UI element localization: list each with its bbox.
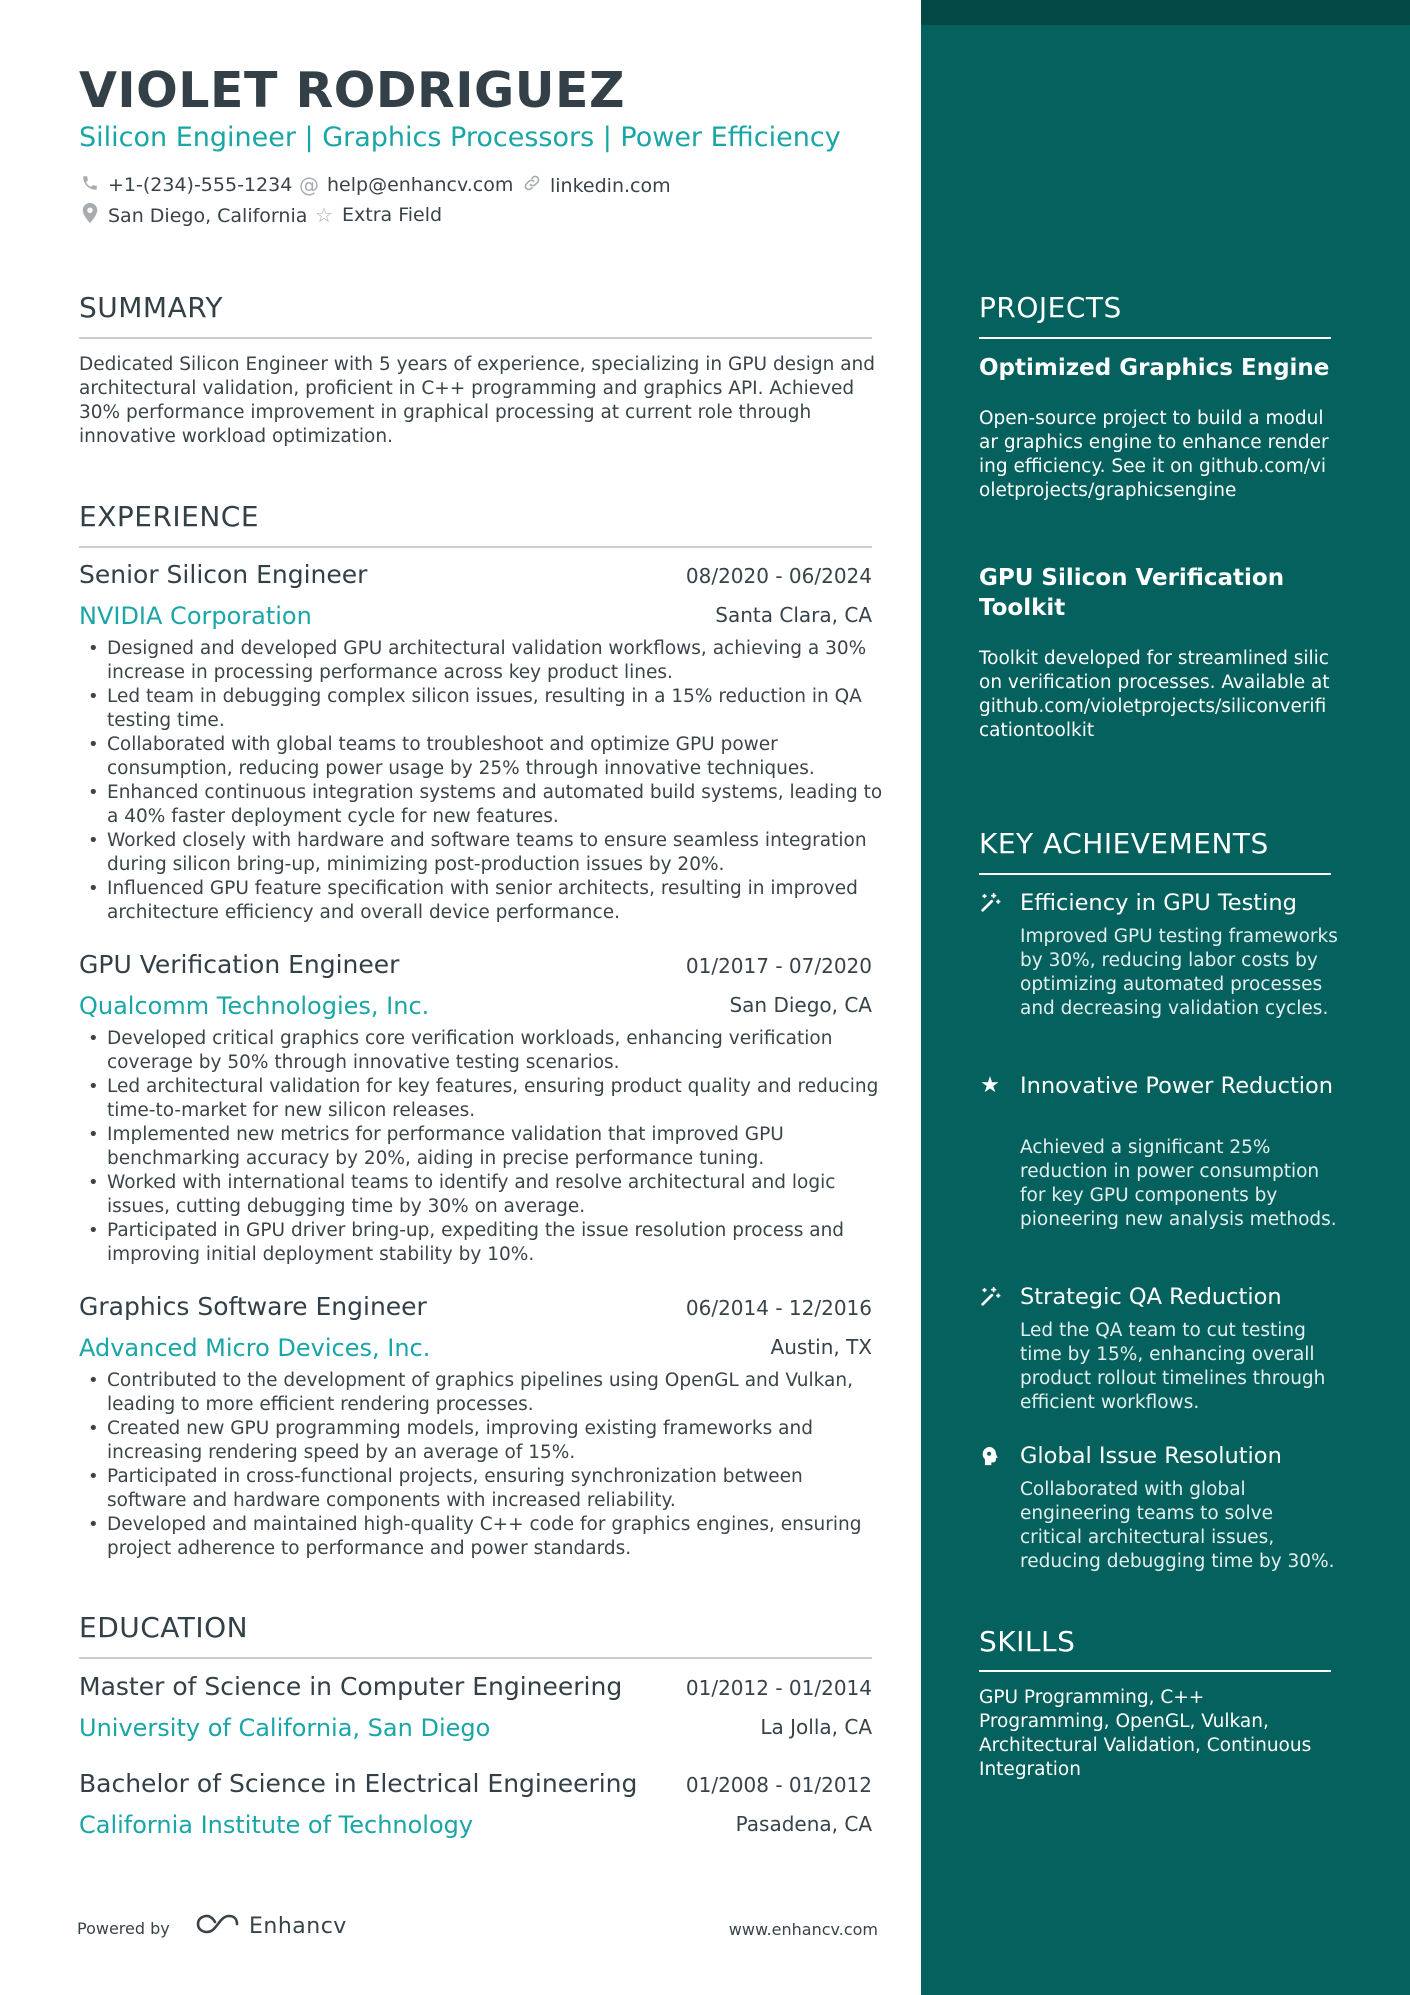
job-location: Austin, TX <box>770 1335 872 1359</box>
education-heading: EDUCATION <box>79 1611 249 1644</box>
achievement-description: Collaborated with global engineering teams to solve critical architectural issues, reducing debugging time by 30%. <box>1020 1479 1335 1572</box>
location-text: San Diego, California <box>108 204 308 227</box>
star-icon: ★ <box>980 1073 1000 1098</box>
job-bullet: • Led architectural validation for key features, ensuring product quality and reducing time-to-market for new silicon releases. <box>79 1075 884 1123</box>
skills-divider <box>979 1670 1331 1672</box>
job-company[interactable]: Qualcomm Technologies, Inc. <box>79 992 430 1020</box>
job-dates: 01/2017 - 07/2020 <box>685 954 872 978</box>
job-bullet: • Developed critical graphics core verification workloads, enhancing verification coverage by 50% through innovative testing scenarios. <box>79 1027 884 1075</box>
job-bullet: • Implemented new metrics for performance validation that improved GPU benchmarking accuracy by 20%, aiding in precise performance tuning. <box>79 1123 884 1171</box>
contact-email[interactable] <box>298 173 513 197</box>
job-company[interactable]: Advanced Micro Devices, Inc. <box>79 1334 431 1362</box>
achievement-description: Improved GPU testing frameworks by 30%, reducing labor costs by optimizing automated processes and decreasing validation cycles. <box>1020 926 1338 1019</box>
achievement-title: Strategic QA Reduction <box>1020 1284 1282 1310</box>
wand-icon <box>979 1286 1001 1308</box>
education-dates: 01/2008 - 01/2012 <box>685 1773 872 1797</box>
link-icon <box>521 173 543 198</box>
phone-icon <box>79 173 101 197</box>
summary-divider <box>79 337 872 339</box>
education-divider <box>79 1657 872 1659</box>
project-description: Toolkit developed for streamlined silicon verification processes. Available at github.com/violetprojects/siliconverificationtoolkit <box>979 648 1330 741</box>
degree-title: Bachelor of Science in Electrical Engineering <box>79 1769 638 1798</box>
job-title: GPU Verification Engineer <box>79 950 400 979</box>
job-bullets <box>79 637 884 925</box>
job-title: Graphics Software Engineer <box>79 1292 427 1321</box>
job-bullet: • Enhanced continuous integration systems and automated build systems, leading to a 40% faster deployment cycle for new features. <box>79 781 884 829</box>
job-bullet: • Created new GPU programming models, improving existing frameworks and increasing rendering speed by an average of 15%. <box>79 1417 884 1465</box>
job-bullet: • Collaborated with global teams to troubleshoot and optimize GPU power consumption, reducing power usage by 25% through innovative techniques. <box>79 733 884 781</box>
job-bullet: • Worked closely with hardware and software teams to ensure seamless integration during silicon bring-up, minimizing post-production issues by 20%. <box>79 829 884 877</box>
school-location: Pasadena, CA <box>735 1812 872 1836</box>
enhancv-logo-icon <box>195 1912 241 1940</box>
achievement-title: Innovative Power Reduction <box>1020 1073 1334 1099</box>
summary-heading: SUMMARY <box>79 291 224 324</box>
education-dates: 01/2012 - 01/2014 <box>685 1676 872 1700</box>
contact-location <box>79 203 307 228</box>
star-outline-icon: ☆ <box>315 203 333 227</box>
candidate-title: Silicon Engineer | Graphics Processors | Power Efficiency <box>79 122 841 153</box>
phone-text: +1-(234)-555-1234 <box>108 174 293 196</box>
achievement-title: Global Issue Resolution <box>1020 1443 1282 1469</box>
job-company[interactable]: NVIDIA Corporation <box>79 602 312 630</box>
achievement-title: Efficiency in GPU Testing <box>1020 890 1297 916</box>
contact-linkedin[interactable] <box>521 173 671 198</box>
job-bullet: • Contributed to the development of graphics pipelines using OpenGL and Vulkan, leading to more efficient rendering processes. <box>79 1369 884 1417</box>
job-title: Senior Silicon Engineer <box>79 560 368 589</box>
job-location: Santa Clara, CA <box>715 603 872 627</box>
project-title: Optimized Graphics Engine <box>979 355 1330 381</box>
job-bullets <box>79 1369 884 1561</box>
email-text: help@enhancv.com <box>327 174 514 196</box>
job-bullet: • Designed and developed GPU architectural validation workflows, achieving a 30% increase in processing performance across key product lines. <box>79 637 884 685</box>
at-icon: @ <box>299 173 319 197</box>
school-location: La Jolla, CA <box>760 1715 872 1739</box>
achievement-description: Achieved a significant 25% reduction in power consumption for key GPU components by pioneering new analysis methods. <box>1020 1137 1337 1230</box>
degree-title: Master of Science in Computer Engineering <box>79 1672 623 1701</box>
summary-text: Dedicated Silicon Engineer with 5 years of experience, specializing in GPU design and architectural validation, proficient in C++ programming and graphics API. Achieved 30% performance improvement in graphical processing at current role through innovative workload optimization. <box>79 354 875 447</box>
achievements-divider <box>979 873 1331 875</box>
job-bullets <box>79 1027 884 1267</box>
skills-heading: SKILLS <box>979 1625 1076 1658</box>
projects-divider <box>979 337 1331 339</box>
experience-heading: EXPERIENCE <box>79 500 260 533</box>
job-dates: 06/2014 - 12/2016 <box>685 1296 872 1320</box>
linkedin-text: linkedin.com <box>550 174 671 197</box>
job-bullet: • Developed and maintained high-quality C++ code for graphics engines, ensuring project adherence to performance and power standards. <box>79 1513 884 1561</box>
footer-website[interactable]: www.enhancv.com <box>728 1920 878 1939</box>
powered-by-label: Powered by <box>77 1919 170 1938</box>
contact-phone[interactable] <box>79 173 292 197</box>
job-bullet: • Led team in debugging complex silicon issues, resulting in a 15% reduction in QA testing time. <box>79 685 884 733</box>
experience-divider <box>79 546 872 548</box>
enhancv-logo[interactable] <box>195 1912 347 1940</box>
candidate-name: VIOLET RODRIGUEZ <box>79 62 626 119</box>
job-bullet: • Worked with international teams to identify and resolve architectural and logic issues, cutting debugging time by 30% on average. <box>79 1171 884 1219</box>
job-bullet: • Participated in GPU driver bring-up, expediting the issue resolution process and improving initial deployment stability by 10%. <box>79 1219 884 1267</box>
enhancv-logo-text: Enhancv <box>249 1913 347 1939</box>
school-name[interactable]: University of California, San Diego <box>79 1714 491 1742</box>
skills-text: GPU Programming, C++ Programming, OpenGL, Vulkan, Architectural Validation, Continuous Integration <box>979 1687 1312 1780</box>
achievement-description: Led the QA team to cut testing time by 15%, enhancing overall product rollout timelines through efficient workflows. <box>1020 1320 1326 1413</box>
project-title: GPU Silicon Verification Toolkit <box>979 565 1285 621</box>
wand-icon <box>979 892 1001 914</box>
job-bullet: • Influenced GPU feature specification with senior architects, resulting in improved architecture efficiency and overall device performance. <box>79 877 884 925</box>
job-location: San Diego, CA <box>729 993 872 1017</box>
job-bullet: • Participated in cross-functional projects, ensuring synchronization between software and hardware components with increased reliability. <box>79 1465 884 1513</box>
brain-icon <box>979 1445 1001 1467</box>
projects-heading: PROJECTS <box>979 291 1122 324</box>
location-pin-icon <box>79 203 101 228</box>
achievements-heading: KEY ACHIEVEMENTS <box>979 827 1269 860</box>
job-dates: 08/2020 - 06/2024 <box>685 564 872 588</box>
extra-text: Extra Field <box>342 204 443 226</box>
sidebar-top-band <box>921 0 1410 25</box>
school-name[interactable]: California Institute of Technology <box>79 1811 474 1839</box>
project-description: Open-source project to build a modular graphics engine to enhance rendering efficiency. See it on github.com/violetprojects/graphicsengine <box>979 408 1329 501</box>
contact-extra <box>313 203 442 227</box>
